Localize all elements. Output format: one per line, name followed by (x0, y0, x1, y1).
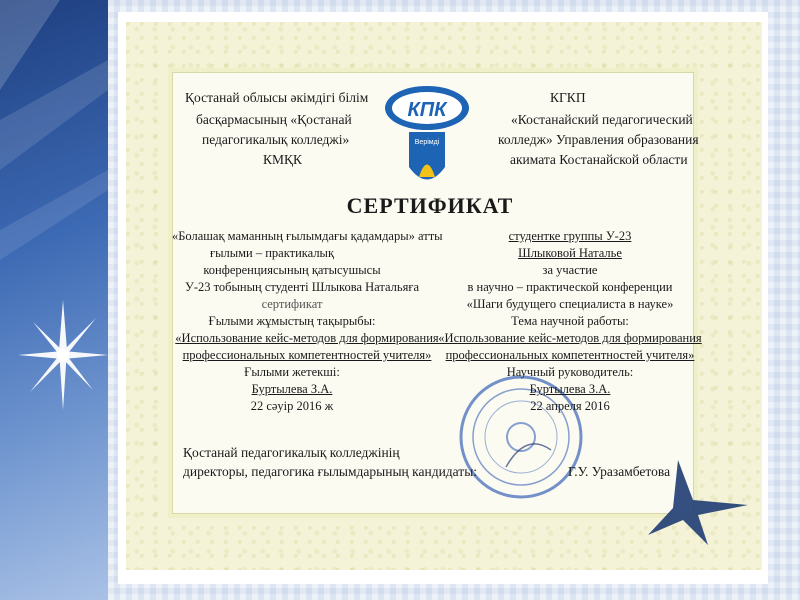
certificate-title: СЕРТИФИКАТ (346, 193, 514, 218)
right-body-line: Шлыковой Наталье (518, 246, 622, 260)
left-header-line1: Қостанай облысы әкімдігі білім (185, 90, 369, 105)
footer-line2: директоры, педагогика ғылымдарының кандидаты: (183, 464, 478, 479)
left-body-line: «Болашақ маманның ғылымдағы қадамдары» атты (172, 229, 443, 243)
left-body-line: Буртылева З.А. (251, 382, 333, 396)
left-header-line2: басқармасының «Қостанай (196, 112, 352, 127)
right-body-line: в научно – практической конференции (467, 280, 673, 294)
logo-caption: Верімді (414, 139, 440, 146)
right-body-line: Буртылева З.А. (529, 382, 611, 396)
right-body-line: Тема научной работы: (511, 314, 629, 328)
left-body-line: профессиональных компетентностей учителя» (182, 348, 432, 362)
left-body-line: Ғылыми жетекші: (244, 365, 340, 379)
right-body-line: «Шаги будущего специалиста в науке» (466, 297, 674, 311)
left-body-line: конференциясының қатысушысы (203, 263, 381, 277)
left-body-line: ғылыми – практикалық (209, 246, 335, 260)
left-body-line: «Использование кейс-методов для формирования (175, 331, 439, 345)
left-body-line: 22 сәуір 2016 ж (250, 399, 334, 413)
corner-star-decor (648, 460, 748, 545)
right-body-line: студентке группы У-23 (508, 229, 632, 243)
right-body-line: за участие (542, 263, 598, 277)
footer-signatory: Г.У. Уразамбетова (568, 464, 671, 479)
right-header-line1: КГКП (550, 90, 586, 105)
right-header-line2: «Костанайский педагогический (511, 112, 693, 127)
left-header-line3: педагогикалық колледжі» (202, 132, 350, 147)
right-header-line4: акимата Костанайской области (510, 152, 688, 167)
footer-line1: Қостанай педагогикалық колледжінің (183, 445, 400, 460)
right-body-line: Научный руководитель: (506, 365, 634, 379)
right-header-line3: колледж» Управления образования (498, 132, 699, 147)
right-body-line: 22 апреля 2016 (530, 399, 610, 413)
left-body-line: Ғылыми жұмыстың тақырыбы: (208, 314, 376, 328)
left-decor-strip (0, 0, 108, 600)
left-header-line4: КМҚК (263, 152, 303, 167)
left-body-line: сертификат (261, 297, 323, 311)
sparkle-star-icon (18, 300, 108, 410)
logo-letters: КПК (407, 99, 447, 121)
right-body-line: профессиональных компетентностей учителя» (445, 348, 695, 362)
right-body-line: «Использование кейс-методов для формирования (438, 331, 702, 345)
left-body-line: У-23 тобының студенті Шлыкова Натальяға (184, 280, 420, 294)
college-logo (383, 82, 471, 192)
